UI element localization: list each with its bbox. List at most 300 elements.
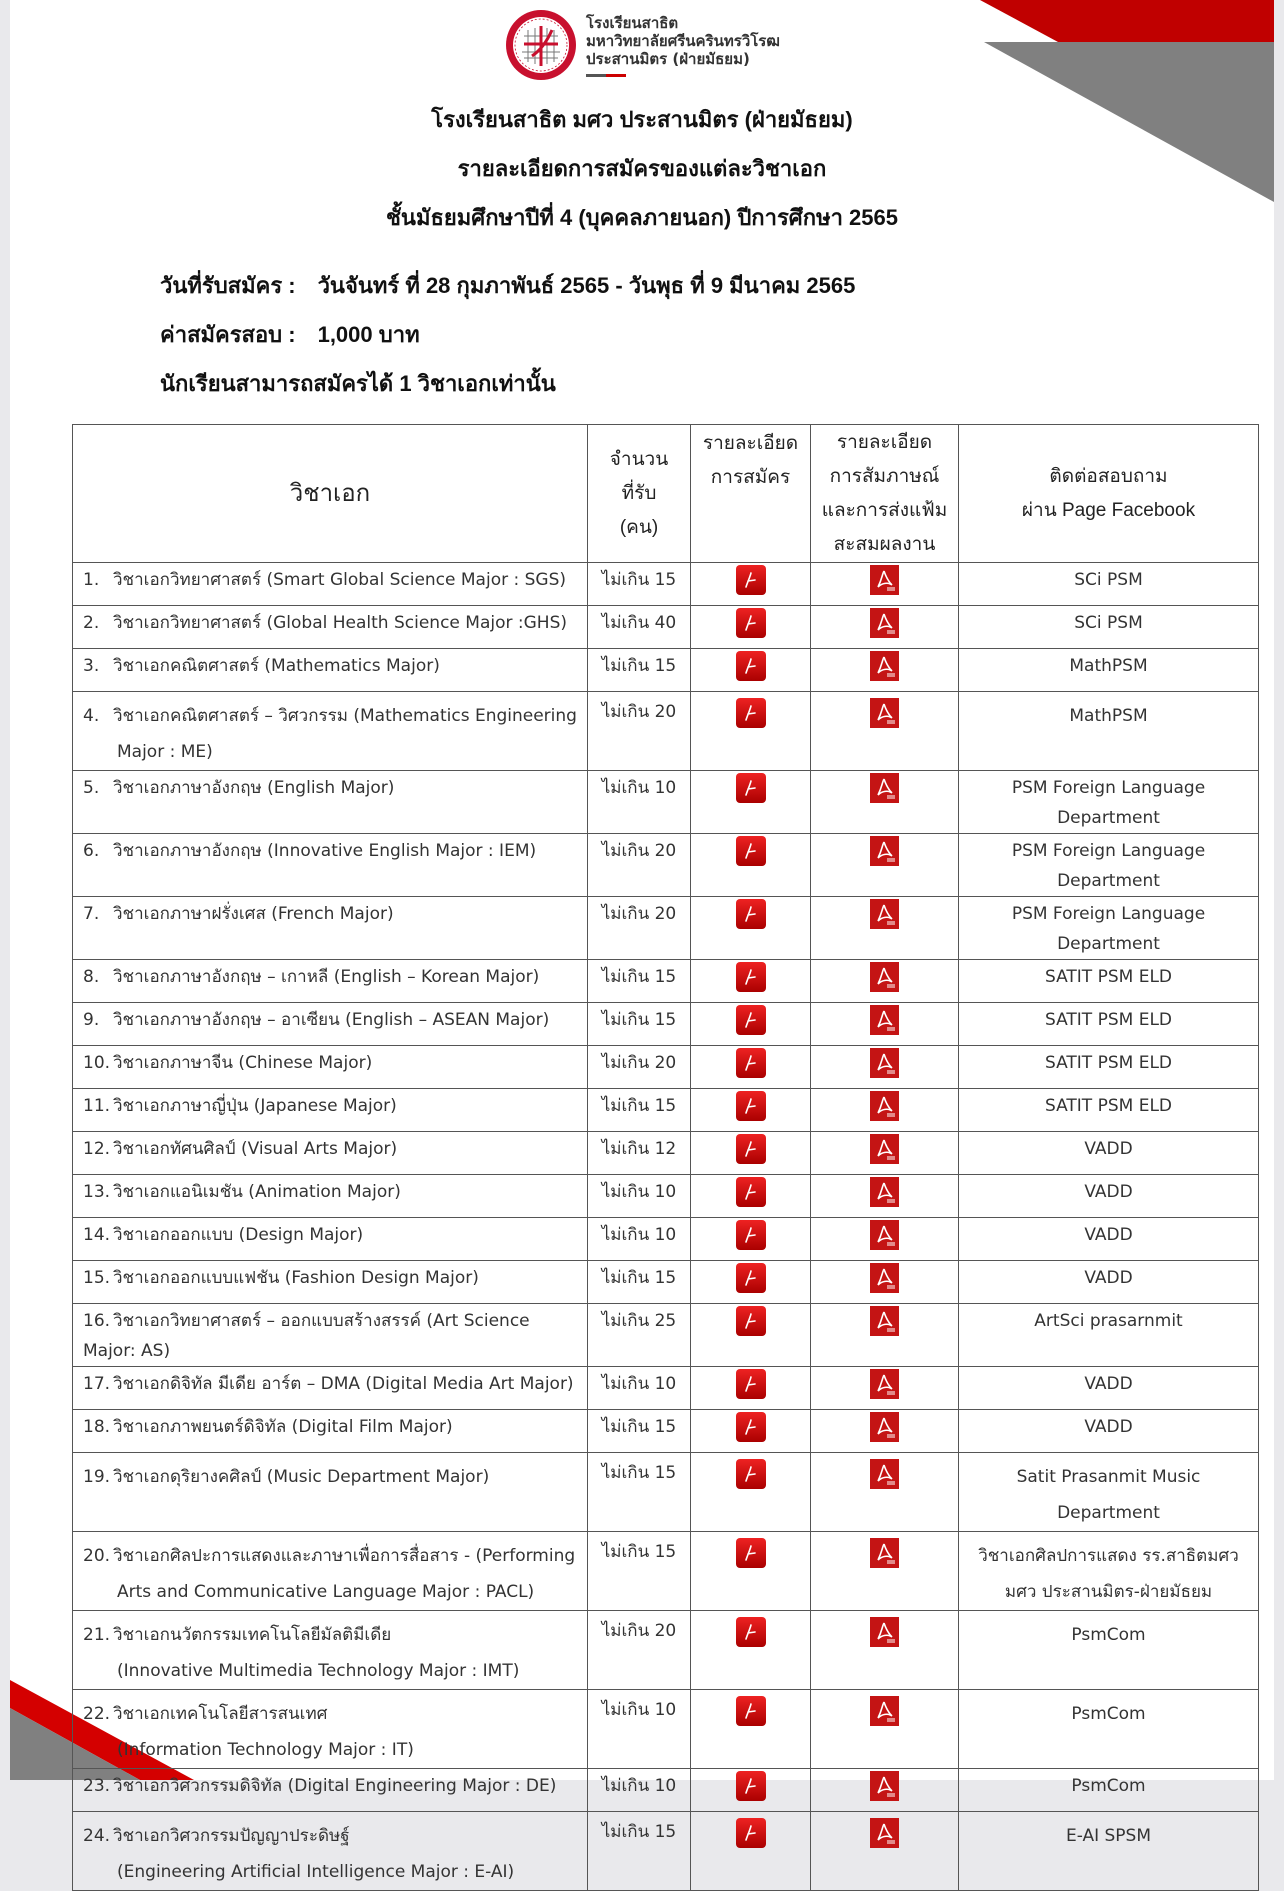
quota-cell: ไม่เกิน 10 <box>588 1769 691 1812</box>
contact-cell <box>959 1046 1259 1089</box>
contact-cell <box>959 771 1259 834</box>
document-page <box>10 0 1274 1882</box>
contact-cell <box>959 897 1259 960</box>
pdf-icon <box>736 1091 766 1121</box>
major-name: วิชาเอกศิลปะการแสดงและภาษาเพื่อการสื่อสาร - (Performing <box>113 1546 576 1566</box>
interview-pdf-cell <box>811 1769 959 1812</box>
contact-page[interactable]: วิชาเอกศิลปการแสดง รร.สาธิตมศว <box>978 1546 1239 1566</box>
contact-page[interactable]: PSM Foreign Language Department <box>1011 778 1206 828</box>
quota-cell: ไม่เกิน 15 <box>588 1453 691 1532</box>
table-row <box>73 1367 1259 1410</box>
contact-page-continued: Department <box>1057 1503 1160 1523</box>
major-name-cell <box>73 1769 588 1812</box>
pdf-icon <box>736 1818 766 1848</box>
major-name-continued <box>83 1495 579 1531</box>
interview-pdf-link[interactable] <box>870 608 899 638</box>
pdf-icon <box>870 698 899 728</box>
application-pdf-cell <box>691 960 811 1003</box>
major-name: วิชาเอกภาพยนตร์ดิจิทัล (Digital Film Major) <box>113 1417 453 1437</box>
contact-page[interactable]: ArtSci prasarnmit <box>1034 1311 1183 1331</box>
contact-page[interactable]: MathPSM <box>1069 706 1148 726</box>
document-subtitle: รายละเอียดการสมัครของแต่ละวิชาเอก <box>457 156 827 181</box>
pdf-icon <box>736 1177 766 1207</box>
major-name: วิชาเอกภาษาฝรั่งเศส (French Major) <box>113 904 394 924</box>
quota-cell: ไม่เกิน 15 <box>588 649 691 692</box>
major-name: วิชาเอกภาษาอังกฤษ (Innovative English Major : IEM) <box>113 841 537 861</box>
pdf-icon <box>870 1005 899 1035</box>
pdf-icon <box>736 608 766 638</box>
contact-cell <box>959 1611 1259 1690</box>
interview-pdf-cell <box>811 1812 959 1891</box>
contact-cell <box>959 1812 1259 1891</box>
interview-pdf-link[interactable] <box>870 1369 899 1399</box>
table-row <box>73 1812 1259 1891</box>
application-pdf-cell <box>691 606 811 649</box>
row-number: 14. <box>83 1225 111 1245</box>
application-pdf-cell <box>691 897 811 960</box>
table-row <box>73 834 1259 897</box>
pdf-icon <box>870 1818 899 1848</box>
major-name-cell <box>73 1410 588 1453</box>
application-pdf-cell <box>691 1089 811 1132</box>
major-name: วิชาเอกออกแบบ (Design Major) <box>113 1225 364 1245</box>
contact-page[interactable]: PsmCom <box>1071 1625 1146 1645</box>
application-pdf-link[interactable] <box>736 1412 766 1442</box>
application-pdf-link[interactable] <box>736 565 766 595</box>
application-pdf-cell <box>691 1304 811 1367</box>
major-name-cell <box>73 1532 588 1611</box>
contact-page[interactable]: PsmCom <box>1071 1776 1146 1796</box>
interview-pdf-link[interactable] <box>870 773 899 803</box>
interview-pdf-link[interactable] <box>870 1412 899 1442</box>
major-name: วิชาเอกทัศนศิลป์ (Visual Arts Major) <box>113 1139 398 1159</box>
major-name: วิชาเอกดุริยางคศิลป์ (Music Department Major) <box>113 1467 490 1487</box>
header-quota <box>588 425 691 563</box>
application-pdf-link[interactable] <box>736 1306 766 1336</box>
interview-pdf-link[interactable] <box>870 698 899 728</box>
table-row <box>73 563 1259 606</box>
interview-pdf-link[interactable] <box>870 1005 899 1035</box>
application-pdf-link[interactable] <box>736 1818 766 1848</box>
row-number: 12. <box>83 1139 111 1159</box>
fee-label: ค่าสมัครสอบ : <box>160 322 296 347</box>
pdf-icon <box>870 608 899 638</box>
table-row <box>73 692 1259 771</box>
table-body <box>73 563 1259 1891</box>
major-name-cell <box>73 1812 588 1891</box>
table-row <box>73 1003 1259 1046</box>
application-pdf-link[interactable] <box>736 1369 766 1399</box>
contact-page[interactable]: VADD <box>1084 1182 1133 1202</box>
contact-cell <box>959 1218 1259 1261</box>
major-name-cell <box>73 897 588 960</box>
quota-cell: ไม่เกิน 10 <box>588 1367 691 1410</box>
application-pdf-cell <box>691 1812 811 1891</box>
quota-cell: ไม่เกิน 15 <box>588 1812 691 1891</box>
interview-pdf-link[interactable] <box>870 962 899 992</box>
contact-page[interactable]: SATIT PSM ELD <box>1044 1053 1173 1073</box>
quota-cell: ไม่เกิน 15 <box>588 1410 691 1453</box>
major-name-continued: (Engineering Artificial Intelligence Major : E-AI) <box>117 1862 515 1882</box>
pdf-icon <box>736 1263 766 1293</box>
major-name: วิชาเอกวิทยาศาสตร์ (Smart Global Science Major : SGS) <box>113 570 567 590</box>
row-number: 21. <box>83 1625 111 1645</box>
row-number: 15. <box>83 1268 111 1288</box>
pdf-icon <box>870 1617 899 1647</box>
pdf-icon <box>870 1538 899 1568</box>
application-pdf-cell <box>691 649 811 692</box>
pdf-icon <box>870 836 899 866</box>
row-number: 1. <box>83 570 100 590</box>
application-pdf-link[interactable] <box>736 1771 766 1801</box>
contact-cell <box>959 1410 1259 1453</box>
major-name: วิชาเอกภาษาอังกฤษ – เกาหลี (English – Korean Major) <box>113 967 540 987</box>
major-name-cell <box>73 1690 588 1769</box>
major-name: วิชาเอกเทคโนโลยีสารสนเทศ <box>113 1704 328 1724</box>
application-pdf-link[interactable] <box>736 1696 766 1726</box>
quota-cell: ไม่เกิน 10 <box>588 1690 691 1769</box>
contact-page[interactable]: VADD <box>1084 1139 1133 1159</box>
quota-cell: ไม่เกิน 15 <box>588 1003 691 1046</box>
major-name-cell <box>73 1175 588 1218</box>
application-pdf-link[interactable] <box>736 773 766 803</box>
contact-page[interactable]: VADD <box>1084 1268 1133 1288</box>
interview-pdf-link[interactable] <box>870 1306 899 1336</box>
pdf-icon <box>870 1771 899 1801</box>
application-pdf-link[interactable] <box>736 651 766 681</box>
major-name: วิชาเอกภาษาอังกฤษ – อาเซียน (English – ASEAN Major) <box>113 1010 550 1030</box>
contact-page[interactable]: PsmCom <box>1071 1704 1146 1724</box>
contact-cell <box>959 960 1259 1003</box>
interview-pdf-link[interactable] <box>870 1696 899 1726</box>
major-name-cell <box>73 1046 588 1089</box>
contact-cell <box>959 1367 1259 1410</box>
table-row <box>73 1532 1259 1611</box>
table-row <box>73 897 1259 960</box>
interview-pdf-link[interactable] <box>870 651 899 681</box>
interview-pdf-link[interactable] <box>870 1048 899 1078</box>
pdf-icon <box>736 1696 766 1726</box>
application-pdf-link[interactable] <box>736 1177 766 1207</box>
interview-pdf-link[interactable] <box>870 836 899 866</box>
interview-pdf-cell <box>811 606 959 649</box>
quota-cell: ไม่เกิน 15 <box>588 1261 691 1304</box>
major-name: วิชาเอกวิทยาศาสตร์ (Global Health Science Major :GHS) <box>113 613 567 633</box>
application-pdf-cell <box>691 1003 811 1046</box>
row-number: 22. <box>83 1704 111 1724</box>
quota-cell: ไม่เกิน 10 <box>588 771 691 834</box>
application-pdf-cell <box>691 1532 811 1611</box>
table-row <box>73 960 1259 1003</box>
pdf-icon <box>736 1306 766 1336</box>
pdf-icon <box>736 773 766 803</box>
interview-pdf-link[interactable] <box>870 1617 899 1647</box>
application-pdf-link[interactable] <box>736 1459 766 1489</box>
row-number: 23. <box>83 1776 111 1796</box>
major-name-cell <box>73 692 588 771</box>
quota-cell: ไม่เกิน 10 <box>588 1175 691 1218</box>
interview-pdf-link[interactable] <box>870 1091 899 1121</box>
major-name-cell <box>73 649 588 692</box>
table-row <box>73 606 1259 649</box>
interview-pdf-cell <box>811 1132 959 1175</box>
contact-cell <box>959 1304 1259 1367</box>
contact-page[interactable]: VADD <box>1084 1374 1133 1394</box>
table-row <box>73 1304 1259 1367</box>
application-pdf-cell <box>691 771 811 834</box>
major-name-cell <box>73 1304 588 1367</box>
contact-page[interactable]: PSM Foreign Language Department <box>1011 841 1206 891</box>
school-title: โรงเรียนสาธิต มศว ประสานมิตร (ฝ่ายมัธยม) <box>431 107 853 132</box>
application-pdf-link[interactable] <box>736 1048 766 1078</box>
application-pdf-link[interactable] <box>736 1005 766 1035</box>
contact-page[interactable]: SATIT PSM ELD <box>1044 1096 1173 1116</box>
interview-pdf-link[interactable] <box>870 1459 899 1489</box>
major-name-cell <box>73 1611 588 1690</box>
pdf-icon <box>736 565 766 595</box>
interview-pdf-link[interactable] <box>870 1771 899 1801</box>
major-name-cell <box>73 1218 588 1261</box>
quota-cell: ไม่เกิน 10 <box>588 1218 691 1261</box>
pdf-icon <box>870 962 899 992</box>
contact-page[interactable]: SCi PSM <box>1074 613 1143 633</box>
row-number: 16. <box>83 1311 111 1331</box>
application-pdf-link[interactable] <box>736 836 766 866</box>
row-number: 9. <box>83 1010 100 1030</box>
pdf-icon <box>736 1369 766 1399</box>
row-number: 8. <box>83 967 100 987</box>
contact-cell <box>959 1089 1259 1132</box>
interview-pdf-cell <box>811 897 959 960</box>
contact-cell <box>959 692 1259 771</box>
application-pdf-link[interactable] <box>736 608 766 638</box>
pdf-icon <box>870 1412 899 1442</box>
logo-line-1: โรงเรียนสาธิต <box>586 14 679 32</box>
major-name-cell <box>73 771 588 834</box>
row-number: 20. <box>83 1546 111 1566</box>
application-pdf-cell <box>691 834 811 897</box>
quota-cell: ไม่เกิน 12 <box>588 1132 691 1175</box>
quota-cell: ไม่เกิน 20 <box>588 897 691 960</box>
contact-page[interactable]: SATIT PSM ELD <box>1044 967 1173 987</box>
pdf-icon <box>736 836 766 866</box>
header-application <box>691 425 811 563</box>
pdf-icon <box>870 1369 899 1399</box>
pdf-icon <box>736 1005 766 1035</box>
interview-pdf-cell <box>811 1690 959 1769</box>
quota-cell: ไม่เกิน 40 <box>588 606 691 649</box>
major-name: วิชาเอกนวัตกรรมเทคโนโลยีมัลติมีเดีย <box>113 1625 392 1645</box>
interview-pdf-link[interactable] <box>870 1177 899 1207</box>
fee-value: 1,000 บาท <box>317 322 420 347</box>
interview-pdf-link[interactable] <box>870 1220 899 1250</box>
header-interview-line: สะสมผลงาน <box>833 533 936 555</box>
application-pdf-link[interactable] <box>736 1091 766 1121</box>
quota-cell: ไม่เกิน 20 <box>588 1611 691 1690</box>
header-quota-line: จำนวน <box>609 448 669 470</box>
application-pdf-link[interactable] <box>736 698 766 728</box>
table-row <box>73 1611 1259 1690</box>
application-pdf-cell <box>691 563 811 606</box>
contact-cell <box>959 1532 1259 1611</box>
major-name-cell <box>73 563 588 606</box>
contact-cell <box>959 563 1259 606</box>
contact-cell <box>959 1690 1259 1769</box>
application-pdf-cell <box>691 1410 811 1453</box>
contact-page[interactable]: MathPSM <box>1069 656 1148 676</box>
pdf-icon <box>736 962 766 992</box>
quota-cell: ไม่เกิน 20 <box>588 1046 691 1089</box>
dates-label: วันที่รับสมัคร : <box>160 273 296 298</box>
contact-cell <box>959 1261 1259 1304</box>
row-number: 4. <box>83 706 100 726</box>
application-pdf-cell <box>691 1046 811 1089</box>
interview-pdf-cell <box>811 1367 959 1410</box>
application-pdf-link[interactable] <box>736 1538 766 1568</box>
contact-cell <box>959 606 1259 649</box>
row-number: 13. <box>83 1182 111 1202</box>
contact-cell <box>959 1003 1259 1046</box>
header-contact <box>959 425 1259 563</box>
application-pdf-cell <box>691 1175 811 1218</box>
interview-pdf-cell <box>811 649 959 692</box>
pdf-icon <box>870 1263 899 1293</box>
interview-pdf-cell <box>811 1046 959 1089</box>
row-number: 7. <box>83 904 100 924</box>
interview-pdf-cell <box>811 1304 959 1367</box>
application-pdf-cell <box>691 1769 811 1812</box>
pdf-icon <box>736 1048 766 1078</box>
contact-page[interactable]: VADD <box>1084 1417 1133 1437</box>
major-name: วิชาเอกคณิตศาสตร์ (Mathematics Major) <box>113 656 440 676</box>
pdf-icon <box>870 651 899 681</box>
interview-pdf-cell <box>811 960 959 1003</box>
interview-pdf-cell <box>811 1453 959 1532</box>
contact-cell <box>959 1175 1259 1218</box>
logo-line-2: มหาวิทยาลัยศรีนครินทรวิโรฒ <box>586 32 780 50</box>
major-name-cell <box>73 1003 588 1046</box>
major-name-cell <box>73 960 588 1003</box>
major-name-continued: (Innovative Multimedia Technology Major : IMT) <box>117 1661 520 1681</box>
interview-pdf-cell <box>811 1410 959 1453</box>
application-pdf-link[interactable] <box>736 1220 766 1250</box>
interview-pdf-link[interactable] <box>870 1538 899 1568</box>
interview-pdf-link[interactable] <box>870 1818 899 1848</box>
interview-pdf-cell <box>811 771 959 834</box>
major-name: วิชาเอกภาษาจีน (Chinese Major) <box>113 1053 373 1073</box>
header-interview-line: รายละเอียด <box>836 431 933 453</box>
school-seal-icon <box>504 8 578 82</box>
quota-cell: ไม่เกิน 15 <box>588 563 691 606</box>
application-pdf-cell <box>691 692 811 771</box>
row-number: 6. <box>83 841 100 861</box>
logo-line-3: ประสานมิตร (ฝ่ายมัธยม) <box>586 50 750 68</box>
application-pdf-cell <box>691 1218 811 1261</box>
table-row <box>73 1046 1259 1089</box>
application-pdf-cell <box>691 1132 811 1175</box>
row-number: 18. <box>83 1417 111 1437</box>
table-row <box>73 1089 1259 1132</box>
application-note: นักเรียนสามารถสมัครได้ 1 วิชาเอกเท่านั้น <box>160 371 556 396</box>
row-number: 24. <box>83 1826 111 1846</box>
interview-pdf-link[interactable] <box>870 899 899 929</box>
quota-cell: ไม่เกิน 15 <box>588 960 691 1003</box>
contact-cell <box>959 1453 1259 1532</box>
row-number: 2. <box>83 613 100 633</box>
major-name-cell <box>73 1089 588 1132</box>
major-name-cell <box>73 606 588 649</box>
header-interview-line: และการส่งแฟ้ม <box>821 499 948 521</box>
contact-page[interactable]: SCi PSM <box>1074 570 1143 590</box>
application-pdf-cell <box>691 1453 811 1532</box>
table-row <box>73 1769 1259 1812</box>
application-pdf-link[interactable] <box>736 1134 766 1164</box>
table-row <box>73 1218 1259 1261</box>
interview-pdf-cell <box>811 1261 959 1304</box>
major-name: วิชาเอกคณิตศาสตร์ – วิศวกรรม (Mathematics Engineering <box>113 706 577 726</box>
interview-pdf-link[interactable] <box>870 565 899 595</box>
table-row <box>73 649 1259 692</box>
row-number: 19. <box>83 1467 111 1487</box>
application-pdf-cell <box>691 1690 811 1769</box>
quota-cell: ไม่เกิน 20 <box>588 834 691 897</box>
pdf-icon <box>736 1617 766 1647</box>
application-pdf-link[interactable] <box>736 899 766 929</box>
header-application-line: การสมัคร <box>710 467 791 488</box>
pdf-icon <box>870 1696 899 1726</box>
quota-cell: ไม่เกิน 25 <box>588 1304 691 1367</box>
contact-page[interactable]: E-AI SPSM <box>1065 1826 1152 1846</box>
major-name: วิชาเอกวิศวกรรมดิจิทัล (Digital Engineering Major : DE) <box>113 1776 557 1796</box>
interview-pdf-cell <box>811 1003 959 1046</box>
row-number: 10. <box>83 1053 111 1073</box>
interview-pdf-link[interactable] <box>870 1134 899 1164</box>
quota-cell: ไม่เกิน 15 <box>588 1089 691 1132</box>
interview-pdf-cell <box>811 692 959 771</box>
contact-page[interactable]: Satit Prasanmit Music <box>1016 1467 1201 1487</box>
contact-cell <box>959 649 1259 692</box>
pdf-icon <box>870 1220 899 1250</box>
dates-value: วันจันทร์ ที่ 28 กุมภาพันธ์ 2565 - วันพุธ ที่ 9 มีนาคม 2565 <box>317 273 856 298</box>
interview-pdf-cell <box>811 1611 959 1690</box>
pdf-icon <box>736 1771 766 1801</box>
interview-pdf-link[interactable] <box>870 1263 899 1293</box>
pdf-icon <box>736 698 766 728</box>
contact-page[interactable]: PSM Foreign Language Department <box>1011 904 1206 954</box>
header-quota-line: ที่รับ <box>621 482 657 504</box>
pdf-icon <box>870 1306 899 1336</box>
header-interview <box>811 425 959 563</box>
majors-table <box>72 424 1259 1891</box>
interview-pdf-cell <box>811 1532 959 1611</box>
pdf-icon <box>870 1091 899 1121</box>
contact-cell <box>959 1132 1259 1175</box>
application-pdf-link[interactable] <box>736 1263 766 1293</box>
header-contact-line: ติดต่อสอบถาม <box>1049 465 1168 487</box>
contact-cell <box>959 834 1259 897</box>
application-pdf-link[interactable] <box>736 1617 766 1647</box>
major-name: วิชาเอกวิศวกรรมปัญญาประดิษฐ์ <box>113 1826 350 1846</box>
header-quota-line: (คน) <box>619 516 659 538</box>
contact-page[interactable]: SATIT PSM ELD <box>1044 1010 1173 1030</box>
major-name-cell <box>73 1453 588 1532</box>
pdf-icon <box>870 773 899 803</box>
major-name: วิชาเอกภาษาอังกฤษ (English Major) <box>113 778 395 798</box>
application-pdf-link[interactable] <box>736 962 766 992</box>
row-number: 3. <box>83 656 100 676</box>
application-pdf-cell <box>691 1261 811 1304</box>
contact-page[interactable]: VADD <box>1084 1225 1133 1245</box>
